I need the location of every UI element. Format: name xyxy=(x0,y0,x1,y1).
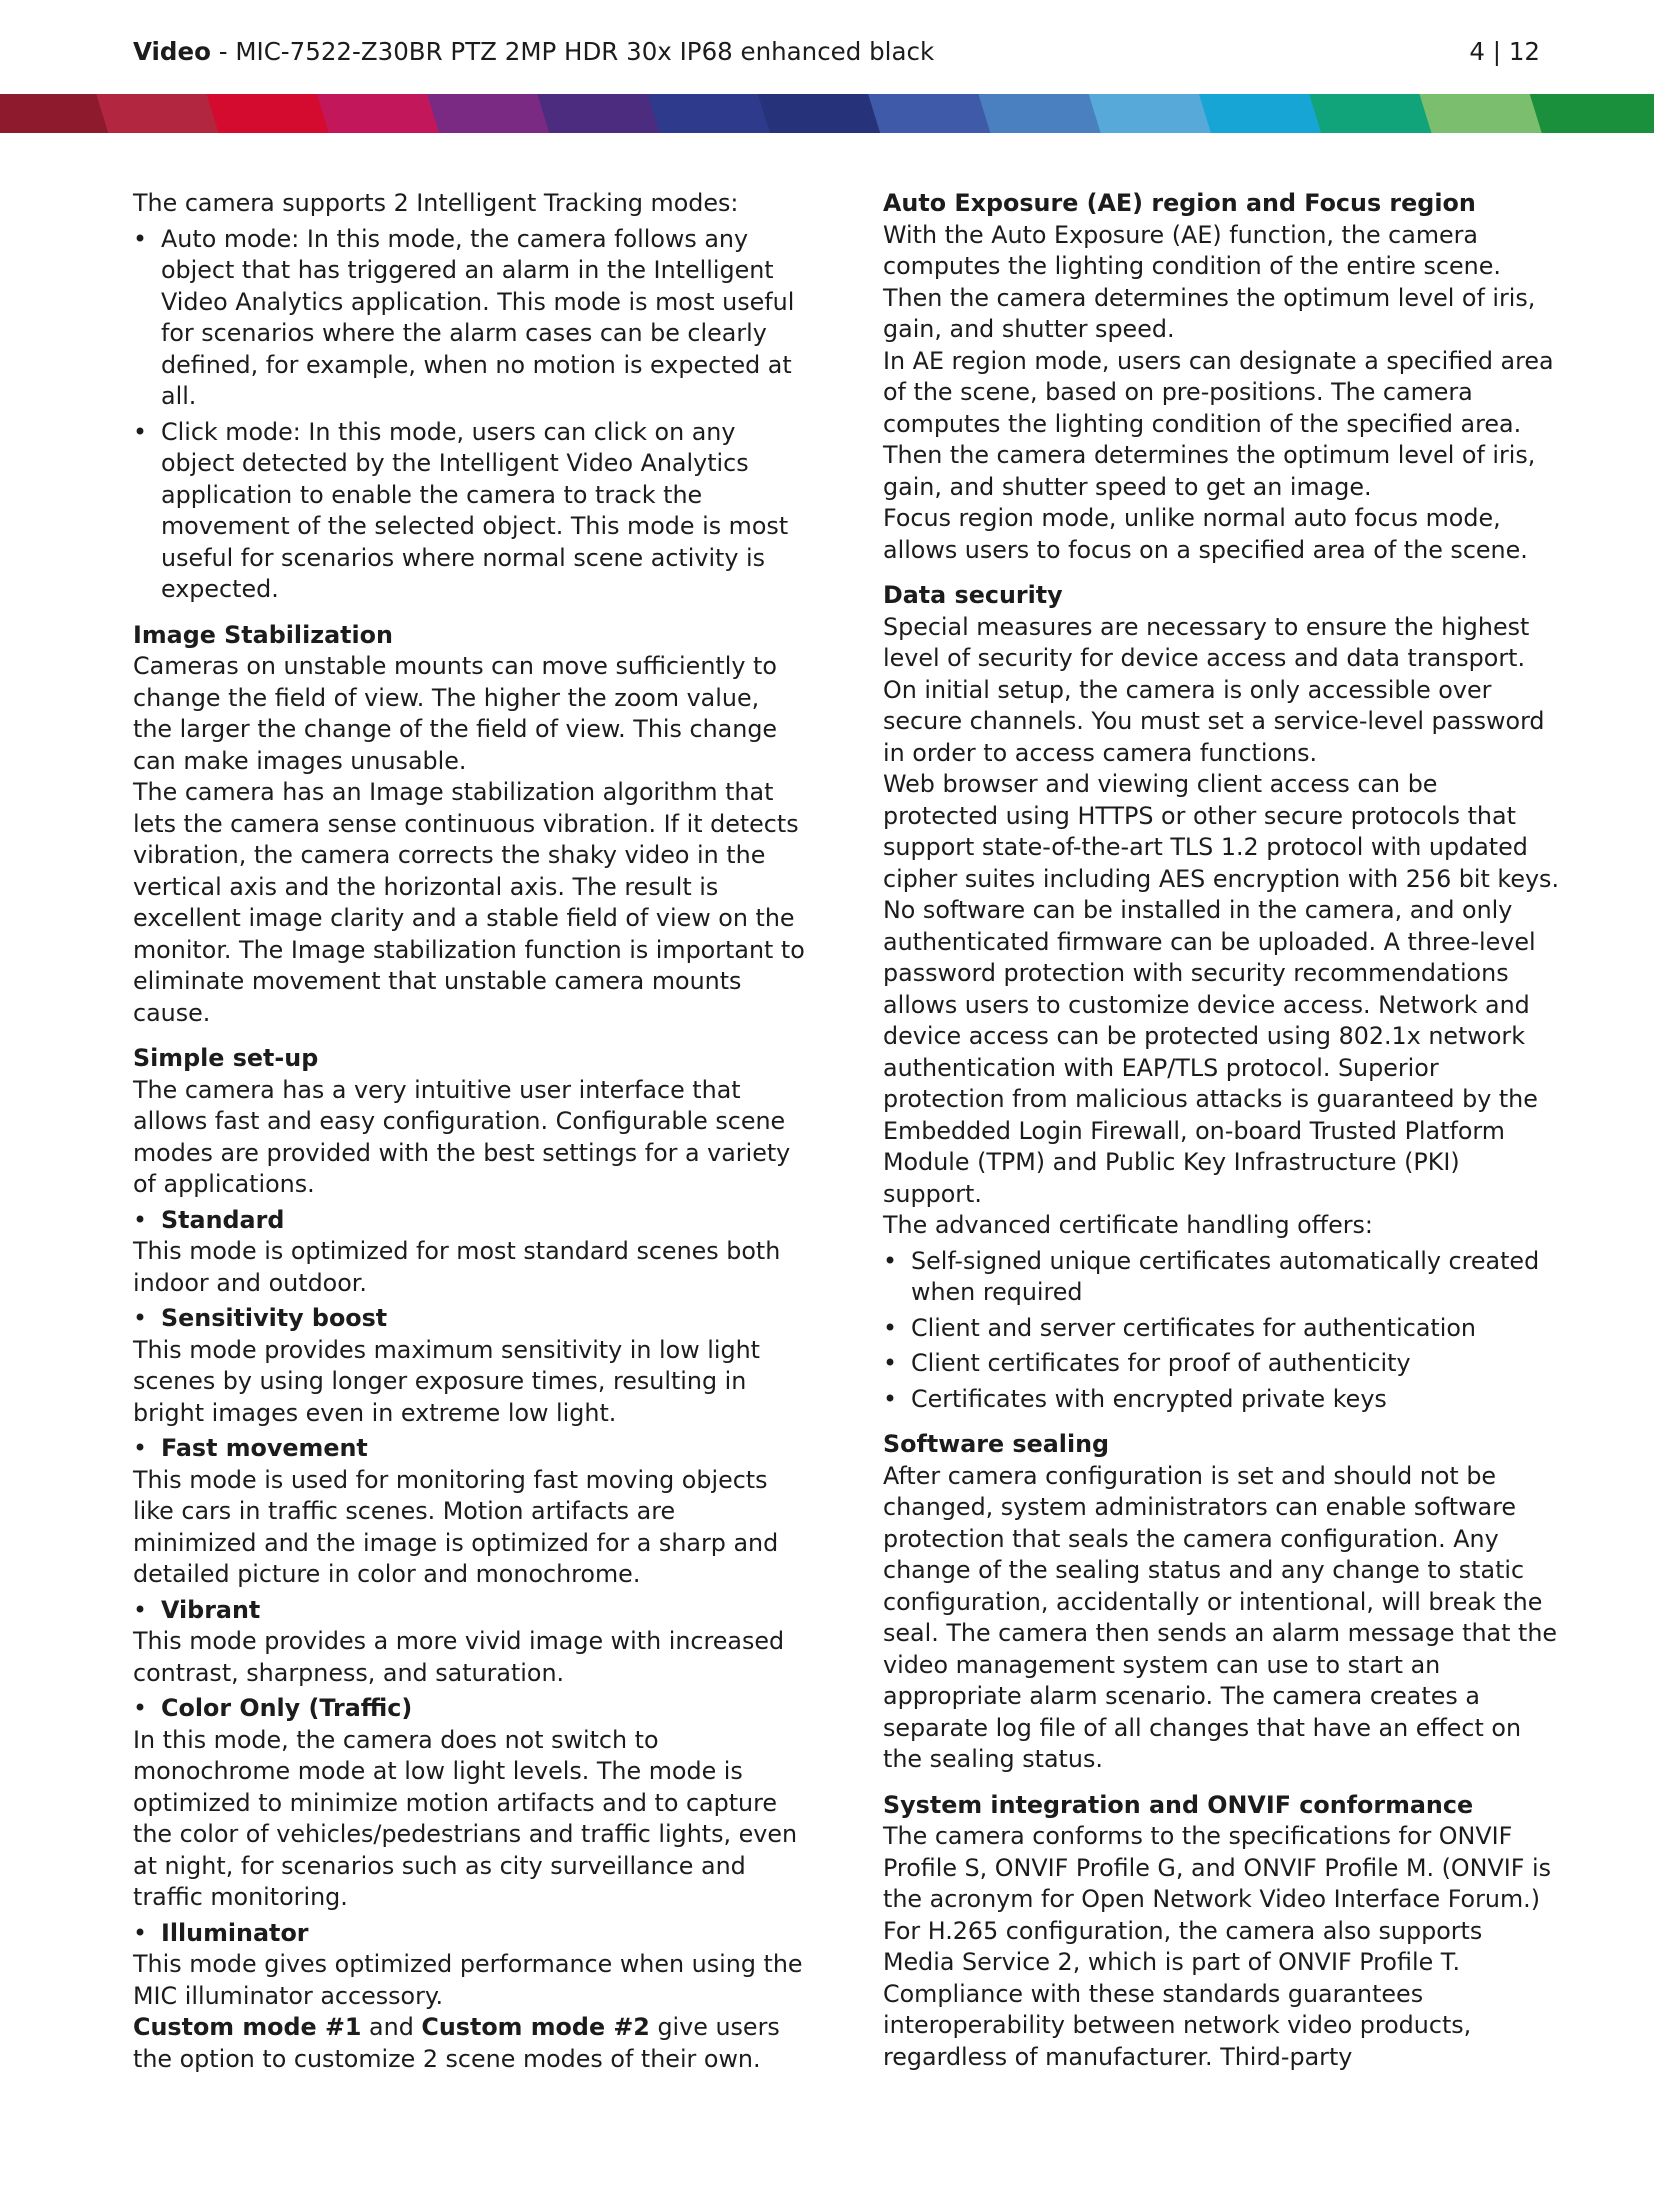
list-item: • Self-signed unique certificates automatically created when required xyxy=(883,1246,1559,1309)
paragraph: Web browser and viewing client access can be protected using HTTPS or other secure protocols that support state-of-the-art TLS 1.2 protocol with updated cipher suites including AES encryption with 256 bit keys. No software can be installed in the camera, and only authenticated firmware can be uploaded. A three-level password protection with security recommendations allows users to customize device access. Network and device access can be protected using 802.1x network authentication with EAP/TLS protocol. Superior protection from malicious attacks is guaranteed by the Embedded Login Firewall, on-board Trusted Platform Module (TPM) and Public Key Infrastructure (PKI) support. xyxy=(883,770,1560,1208)
right-column xyxy=(883,188,1559,2073)
custom-and: and xyxy=(361,2013,422,2041)
scene-mode-name: • Color Only (Traffic) xyxy=(133,1693,805,1725)
paragraph: Focus region mode, unlike normal auto focus mode, allows users to focus on a specified area of the scene. xyxy=(883,504,1528,564)
band-segment xyxy=(1530,94,1654,133)
section-heading: Data security xyxy=(883,581,1063,609)
tracking-intro: The camera supports 2 Intelligent Tracking modes: xyxy=(133,189,739,217)
left-column xyxy=(133,188,805,2075)
scene-mode-name: • Standard xyxy=(133,1205,805,1237)
document-title xyxy=(133,36,934,68)
scene-mode-desc: In this mode, the camera does not switch to monochrome mode at low light levels. The mode is optimized to minimize motion artifacts and to capture the color of vehicles/pedestrians and traffic lights, even at night, for scenarios such as city surveillance and traffic monitoring. xyxy=(133,1725,798,1911)
section-heading: Auto Exposure (AE) region and Focus region xyxy=(883,189,1476,217)
paragraph: The camera has an Image stabilization algorithm that lets the camera sense continuous vibration. If it detects vibration, the camera corrects the shaky video in the vertical axis and the horizontal axis. The result is excellent image clarity and a stable field of view on the monitor. The Image stabilization function is important to eliminate movement that unstable camera mounts cause. xyxy=(133,778,805,1027)
list-item: • Client and server certificates for authentication xyxy=(883,1313,1559,1345)
page-header xyxy=(133,36,1540,76)
scene-mode-desc: This mode is optimized for most standard scenes both indoor and outdoor. xyxy=(133,1237,781,1297)
document-title-rest: - MIC-7522-Z30BR PTZ 2MP HDR 30x IP68 enhanced black xyxy=(210,37,935,66)
custom-mode-2: Custom mode #2 xyxy=(421,2013,650,2041)
list-item: • Click mode: In this mode, users can click on any object detected by the Intelligent Video Analytics application to enable the camera to track the movement of the selected object. This mode is most useful for scenarios where normal scene activity is expected. xyxy=(133,417,805,606)
tracking-modes-list xyxy=(133,224,805,606)
section-heading: System integration and ONVIF conformance xyxy=(883,1790,1474,1819)
section-heading: Image Stabilization xyxy=(133,620,393,649)
scene-mode-name: • Illuminator xyxy=(133,1918,805,1950)
custom-mode-1: Custom mode #1 xyxy=(133,2013,362,2041)
custom-rest: give users the option to customize 2 scene modes of their own. xyxy=(133,2013,780,2073)
paragraph: Special measures are necessary to ensure the highest level of security for device access and data transport. On initial setup, the camera is only accessible over secure channels. You must set a service-level password in order to access camera functions. xyxy=(883,612,1545,767)
page-number: 4 | 12 xyxy=(1469,37,1540,66)
scene-mode-name: • Fast movement xyxy=(133,1433,805,1465)
document-title-bold: Video xyxy=(133,37,211,66)
list-item: • Auto mode: In this mode, the camera follows any object that has triggered an alarm in the Intelligent Video Analytics application. This mode is most useful for scenarios where the alarm cases can be clearly defined, for example, when no motion is expected at all. xyxy=(133,224,805,413)
scene-mode-desc: This mode provides a more vivid image with increased contrast, sharpness, and saturation. xyxy=(133,1627,785,1687)
paragraph: The advanced certificate handling offers: xyxy=(883,1211,1373,1239)
scene-mode-name: • Sensitivity boost xyxy=(133,1303,805,1335)
scene-mode-name: • Vibrant xyxy=(133,1595,805,1627)
section-heading: Software sealing xyxy=(883,1430,1110,1458)
color-band xyxy=(0,94,1654,133)
paragraph: The camera has a very intuitive user interface that allows fast and easy configuration. Configurable scene modes are provided with the best settings for a variety of applications. xyxy=(133,1075,791,1198)
certificate-list xyxy=(883,1246,1559,1416)
section-heading: Simple set-up xyxy=(133,1044,319,1072)
paragraph: The camera conforms to the specifications for ONVIF Profile S, ONVIF Profile G, and ONVIF Profile M. (ONVIF is the acronym for Open Network Video Interface Forum.) For H.265 configuration, the camera also supports Media Service 2, which is part of ONVIF Profile T. Compliance with these standards guarantees interoperability between network video products, regardless of manufacturer. Third-party xyxy=(883,1822,1552,2071)
paragraph: Cameras on unstable mounts can move sufficiently to change the field of view. The higher the zoom value, the larger the change of the field of view. This change can make images unusable. xyxy=(133,652,778,775)
list-item: • Certificates with encrypted private keys xyxy=(883,1384,1559,1416)
paragraph: After camera configuration is set and should not be changed, system administrators can enable software protection that seals the camera configuration. Any change of the sealing status and any change to static configuration, accidentally or intentional, will break the seal. The camera then sends an alarm message that the video management system can use to start an appropriate alarm scenario. The camera creates a separate log file of all changes that have an effect on the sealing status. xyxy=(883,1461,1558,1773)
paragraph: With the Auto Exposure (AE) function, the camera computes the lighting condition of the entire scene. Then the camera determines the optimum level of iris, gain, and shutter speed. xyxy=(883,220,1536,343)
custom-modes-paragraph xyxy=(133,2012,805,2075)
list-item: • Client certificates for proof of authenticity xyxy=(883,1348,1559,1380)
scene-mode-desc: This mode gives optimized performance when using the MIC illuminator accessory. xyxy=(133,1950,803,2010)
scene-mode-desc: This mode provides maximum sensitivity in low light scenes by using longer exposure times, resulting in bright images even in extreme low light. xyxy=(133,1335,760,1427)
scene-mode-desc: This mode is used for monitoring fast moving objects like cars in traffic scenes. Motion artifacts are minimized and the image is optimized for a sharp and detailed picture in color and monochrome. xyxy=(133,1465,779,1588)
paragraph: In AE region mode, users can designate a specified area of the scene, based on pre-positions. The camera computes the lighting condition of the specified area. Then the camera determines the optimum level of iris, gain, and shutter speed to get an image. xyxy=(883,346,1554,501)
